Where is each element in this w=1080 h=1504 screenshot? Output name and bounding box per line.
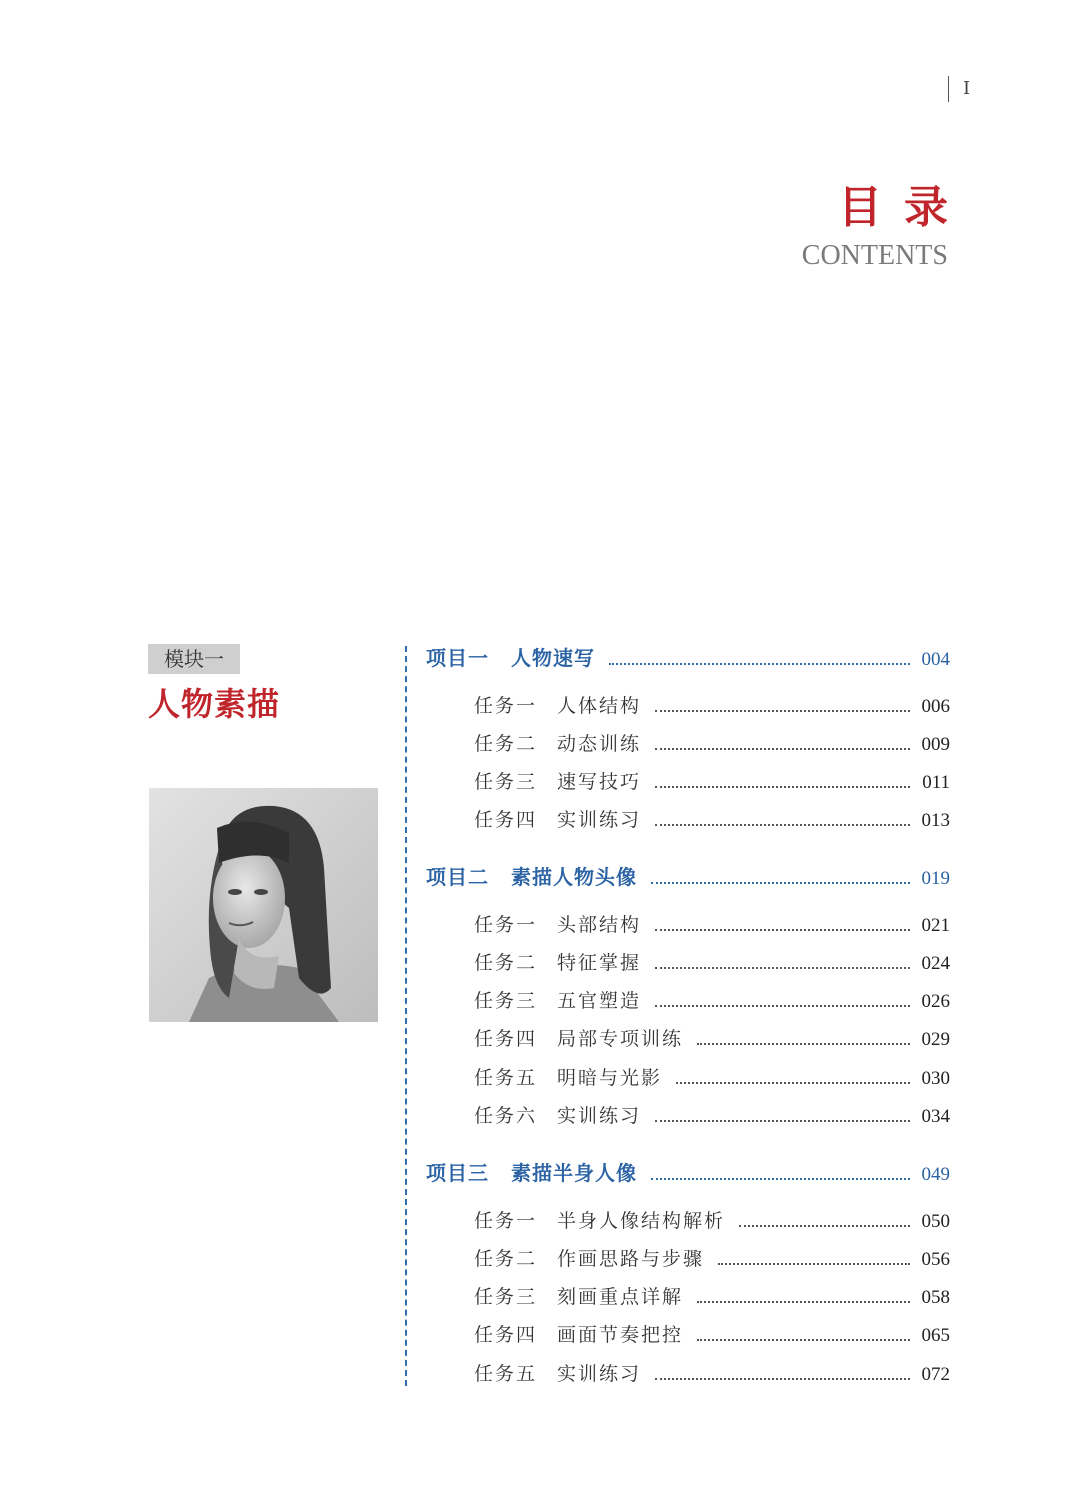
task-label: 任务三 <box>474 1286 538 1308</box>
toc-task[interactable] <box>474 1359 950 1386</box>
task-name: 作画思路与步骤 <box>557 1248 705 1270</box>
toc-task[interactable] <box>474 1206 950 1233</box>
charcoal-portrait-icon <box>149 788 378 1022</box>
leader-dots <box>655 967 909 969</box>
task-name: 特征掌握 <box>557 952 642 974</box>
task-label: 任务五 <box>474 1363 538 1385</box>
toc-task[interactable] <box>474 691 950 718</box>
project-name: 人物速写 <box>511 646 595 670</box>
leader-dots <box>655 929 909 931</box>
toc-task[interactable] <box>474 805 950 832</box>
toc-task[interactable] <box>474 1244 950 1271</box>
leader-dots <box>655 1005 909 1007</box>
leader-dots <box>697 1043 909 1045</box>
task-label: 任务一 <box>474 914 538 936</box>
toc-title: 目录 <box>838 182 970 233</box>
task-page: 056 <box>921 1249 950 1270</box>
toc-project-2[interactable] <box>426 861 950 890</box>
task-name: 动态训练 <box>557 733 642 755</box>
task-name: 明暗与光影 <box>557 1067 663 1089</box>
task-name: 局部专项训练 <box>557 1028 684 1050</box>
toc-heading <box>801 180 970 274</box>
project-label: 项目一 <box>426 646 489 670</box>
toc-task[interactable] <box>474 948 950 975</box>
project-label: 项目三 <box>426 1161 489 1185</box>
leader-dots <box>655 1378 909 1380</box>
task-page: 058 <box>921 1287 950 1308</box>
task-label: 任务四 <box>474 1028 538 1050</box>
toc-subtitle: CONTENTS <box>801 240 948 271</box>
toc-task[interactable] <box>474 910 950 937</box>
toc-project-3[interactable] <box>426 1157 950 1186</box>
project-page: 019 <box>921 868 950 889</box>
task-page: 011 <box>922 772 950 793</box>
toc-task[interactable] <box>474 1282 950 1309</box>
task-label: 任务二 <box>474 733 538 755</box>
task-page: 072 <box>921 1364 950 1385</box>
leader-dots <box>655 748 909 750</box>
task-page: 029 <box>921 1029 950 1050</box>
task-page: 024 <box>921 953 950 974</box>
page-number: I <box>948 76 970 102</box>
task-page: 006 <box>921 696 950 717</box>
project-page: 004 <box>921 649 950 670</box>
leader-dots <box>651 1178 910 1180</box>
task-label: 任务五 <box>474 1067 538 1089</box>
task-label: 任务四 <box>474 1324 538 1346</box>
toc-task[interactable] <box>474 1024 950 1051</box>
project-name: 素描半身人像 <box>511 1161 637 1185</box>
task-page: 030 <box>921 1068 950 1089</box>
task-name: 实训练习 <box>557 809 642 831</box>
project-page: 049 <box>921 1164 950 1185</box>
toc-divider <box>405 646 407 1386</box>
leader-dots <box>655 824 909 826</box>
task-name: 速写技巧 <box>557 771 642 793</box>
task-name: 人体结构 <box>557 695 642 717</box>
task-label: 任务一 <box>474 1210 538 1232</box>
leader-dots <box>676 1082 909 1084</box>
leader-dots <box>697 1339 909 1341</box>
task-label: 任务六 <box>474 1105 538 1127</box>
toc-task[interactable] <box>474 1063 950 1090</box>
toc-task[interactable] <box>474 986 950 1013</box>
task-label: 任务二 <box>474 1248 538 1270</box>
task-page: 021 <box>921 915 950 936</box>
leader-dots <box>655 786 910 788</box>
leader-dots <box>718 1263 909 1265</box>
task-name: 五官塑造 <box>557 990 642 1012</box>
task-label: 任务四 <box>474 809 538 831</box>
task-name: 实训练习 <box>557 1105 642 1127</box>
portrait-image <box>149 788 378 1022</box>
task-page: 026 <box>921 991 950 1012</box>
task-page: 009 <box>921 734 950 755</box>
toc-project-1[interactable] <box>426 642 950 671</box>
toc-task[interactable] <box>474 1101 950 1128</box>
task-label: 任务一 <box>474 695 538 717</box>
task-name: 画面节奏把控 <box>557 1324 684 1346</box>
leader-dots <box>655 710 909 712</box>
task-name: 头部结构 <box>557 914 642 936</box>
task-label: 任务二 <box>474 952 538 974</box>
leader-dots <box>739 1225 909 1227</box>
leader-dots <box>655 1120 909 1122</box>
leader-dots <box>697 1301 909 1303</box>
module-tag: 模块一 <box>148 644 240 674</box>
task-name: 实训练习 <box>557 1363 642 1385</box>
task-page: 050 <box>921 1211 950 1232</box>
toc-task[interactable] <box>474 767 950 794</box>
leader-dots <box>651 882 910 884</box>
toc-task[interactable] <box>474 1320 950 1347</box>
project-label: 项目二 <box>426 865 489 889</box>
leader-dots <box>609 663 910 665</box>
task-page: 013 <box>921 810 950 831</box>
task-name: 刻画重点详解 <box>557 1286 684 1308</box>
task-page: 034 <box>921 1106 950 1127</box>
task-name: 半身人像结构解析 <box>557 1210 726 1232</box>
task-label: 任务三 <box>474 771 538 793</box>
toc-task[interactable] <box>474 729 950 756</box>
task-page: 065 <box>921 1325 950 1346</box>
project-name: 素描人物头像 <box>511 865 637 889</box>
task-label: 任务三 <box>474 990 538 1012</box>
module-title: 人物素描 <box>148 685 281 723</box>
